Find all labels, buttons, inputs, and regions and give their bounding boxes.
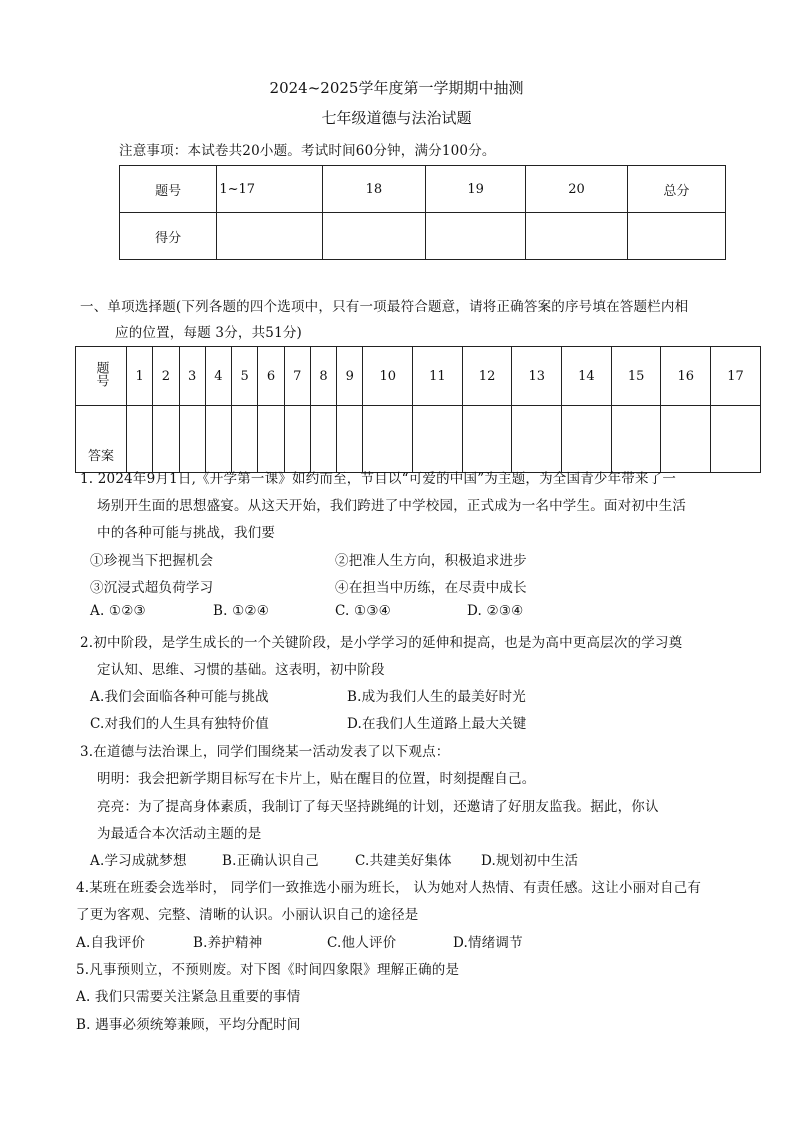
score-cell-q1-17: 1~17 <box>217 166 322 213</box>
q2-stem-line: 定认知、思维、习惯的基础。这表明，初中阶段 <box>97 662 385 678</box>
q1-stem-line: 场别开生面的思想盛宴。从这天开始，我们跨进了中学校园，正式成为一名中学生。面对初中生活 <box>97 498 687 514</box>
q3-stem-line: 为最适合本次活动主题的是 <box>97 826 262 842</box>
q2-option-d: D.在我们人生道路上最大关键 <box>347 716 527 732</box>
answer-cell[interactable] <box>661 406 711 473</box>
score-table-row <box>120 213 726 260</box>
q2-option-a: A.我们会面临各种可能与挑战 <box>90 689 269 705</box>
exam-subtitle: 七年级道德与法治试题 <box>321 109 472 127</box>
q3-option-c: C.共建美好集体 <box>355 853 452 869</box>
score-row-label: 得分 <box>120 213 217 260</box>
q3-option-b: B.正确认识自己 <box>222 853 319 869</box>
question-number-cell: 3 <box>179 347 205 406</box>
question-number-cell: 4 <box>205 347 231 406</box>
q5-option-b: B. 遇事必须统筹兼顾，平均分配时间 <box>76 1017 301 1033</box>
score-input-cell[interactable] <box>322 213 425 260</box>
q3-option-d: D.规划初中生活 <box>481 853 579 869</box>
answer-cell[interactable] <box>562 406 612 473</box>
answer-cell[interactable] <box>711 406 761 473</box>
question-number-cell: 5 <box>232 347 258 406</box>
score-cell-q19: 19 <box>426 166 526 213</box>
score-input-cell[interactable] <box>627 213 725 260</box>
answer-table-answer-row <box>76 406 761 473</box>
question-number-cell: 2 <box>153 347 179 406</box>
q2-option-b: B.成为我们人生的最美好时光 <box>347 689 527 705</box>
q1-option-b: B. ①②④ <box>213 603 270 619</box>
answer-cell[interactable] <box>413 406 463 473</box>
score-input-cell[interactable] <box>426 213 526 260</box>
score-cell-total: 总分 <box>627 166 725 213</box>
question-number-cell: 12 <box>462 347 512 406</box>
q5-option-a: A. 我们只需要关注紧急且重要的事情 <box>76 989 301 1005</box>
answer-table <box>75 346 761 473</box>
score-cell-q18: 18 <box>322 166 425 213</box>
q1-option-c: C. ①③④ <box>335 603 391 619</box>
answer-cell[interactable] <box>363 406 413 473</box>
question-number-cell: 14 <box>562 347 612 406</box>
q1-statement: ④在担当中历练，在尽责中成长 <box>335 580 527 596</box>
score-cell-label: 题号 <box>120 166 217 213</box>
q4-option-b: B.养护精神 <box>193 935 263 951</box>
q1-statement: ③沉浸式超负荷学习 <box>90 580 214 596</box>
section-heading-cont: 应的位置，每题 3分，共51分) <box>115 325 303 341</box>
score-input-cell[interactable] <box>526 213 627 260</box>
answer-cell[interactable] <box>337 406 363 473</box>
answer-cell[interactable] <box>232 406 258 473</box>
q2-option-c: C.对我们的人生具有独特价值 <box>90 716 269 732</box>
q3-stem-line: 明明：我会把新学期目标写在卡片上，贴在醒目的位置，时刻提醒自己。 <box>97 771 536 787</box>
q1-statement: ②把准人生方向，积极追求进步 <box>335 553 527 569</box>
q1-option-a: A. ①②③ <box>90 603 146 619</box>
question-number-cell: 11 <box>413 347 463 406</box>
answer-row-label: 答案 <box>76 406 127 473</box>
question-number-cell: 8 <box>310 347 336 406</box>
score-input-cell[interactable] <box>217 213 322 260</box>
answer-cell[interactable] <box>205 406 231 473</box>
q4-option-d: D.情绪调节 <box>453 935 523 951</box>
q3-stem-line: 3.在道德与法治课上，同学们围绕某一活动发表了以下观点： <box>80 744 450 760</box>
question-number-cell: 10 <box>363 347 413 406</box>
q4-option-a: A.自我评价 <box>76 935 146 951</box>
q4-option-c: C.他人评价 <box>327 935 397 951</box>
score-cell-q20: 20 <box>526 166 627 213</box>
section-heading: 一、单项选择题(下列各题的四个选项中，只有一项最符合题意，请将正确答案的序号填在答题栏内相 <box>80 299 689 315</box>
answer-cell[interactable] <box>153 406 179 473</box>
answer-cell[interactable] <box>611 406 661 473</box>
q2-stem-line: 2.初中阶段，是学生成长的一个关键阶段，是小学学习的延伸和提高，也是为高中更高层次的学习奠 <box>80 635 683 651</box>
question-number-cell: 6 <box>258 347 284 406</box>
score-table-row <box>120 166 726 213</box>
question-number-cell: 9 <box>337 347 363 406</box>
q1-statement: ①珍视当下把握机会 <box>90 553 214 569</box>
answer-cell[interactable] <box>462 406 512 473</box>
question-number-cell: 1 <box>127 347 153 406</box>
question-number-cell: 13 <box>512 347 562 406</box>
q3-stem-line: 亮亮：为了提高身体素质，我制订了每天坚持跳绳的计划，还邀请了好朋友监我。据此，你认 <box>97 799 659 815</box>
q4-stem-line: 了更为客观、完整、清晰的认识。小丽认识自己的途径是 <box>76 907 419 923</box>
answer-cell[interactable] <box>284 406 310 473</box>
q1-option-d: D. ②③④ <box>467 603 524 619</box>
q4-stem-line: 4.某班在班委会选举时， 同学们一致推选小丽为班长， 认为她对人热情、有责任感。这让小丽对自己有 <box>76 880 702 896</box>
answer-cell[interactable] <box>310 406 336 473</box>
question-number-cell: 17 <box>711 347 761 406</box>
q1-stem-line: 1. 2024年9月1日,《开学第一课》如约而至，节目以“可爱的中国”为主题，为全国青少年带来了一 <box>80 471 677 487</box>
exam-notice: 注意事项：本试卷共20小题。考试时间60分钟，满分100分。 <box>119 143 496 159</box>
question-number-cell: 15 <box>611 347 661 406</box>
q3-option-a: A.学习成就梦想 <box>90 853 187 869</box>
score-table <box>119 165 726 260</box>
question-number-cell: 7 <box>284 347 310 406</box>
q1-stem-line: 中的各种可能与挑战，我们要 <box>97 525 276 541</box>
answer-cell[interactable] <box>179 406 205 473</box>
question-number-label: 题号 <box>93 361 109 387</box>
question-number-cell: 16 <box>661 347 711 406</box>
answer-cell[interactable] <box>127 406 153 473</box>
answer-table-header-row <box>76 347 761 406</box>
q5-stem-line: 5.凡事预则立，不预则废。对下图《时间四象限》理解正确的是 <box>76 962 460 978</box>
answer-cell[interactable] <box>512 406 562 473</box>
exam-title: 2024~2025学年度第一学期期中抽测 <box>269 79 524 97</box>
answer-table-header-cell <box>76 347 127 406</box>
answer-cell[interactable] <box>258 406 284 473</box>
